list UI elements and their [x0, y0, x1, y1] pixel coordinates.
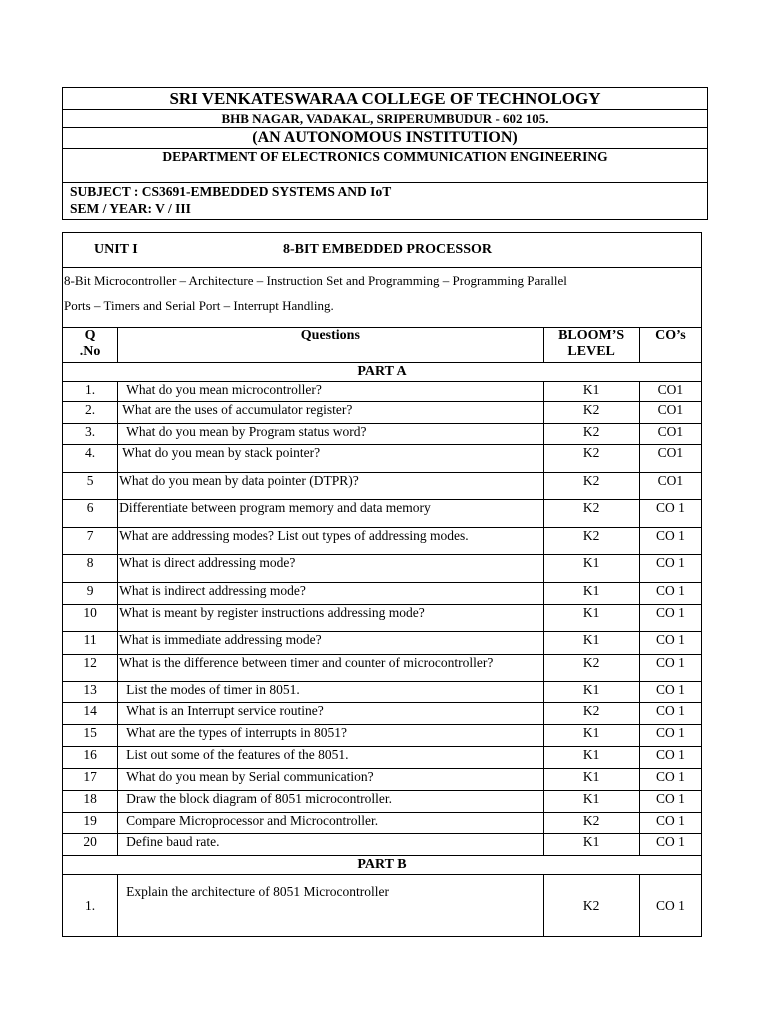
bloom-level: K2 — [543, 528, 639, 555]
course-outcome: CO1 — [639, 445, 701, 473]
bloom-level: K2 — [543, 875, 639, 937]
cos-header: CO’s — [639, 328, 701, 363]
course-outcome: CO 1 — [639, 834, 701, 856]
question-number: 4. — [63, 445, 118, 473]
bloom-level: K1 — [543, 769, 639, 791]
department-name: DEPARTMENT OF ELECTRONICS COMMUNICATION ENGINEERING — [63, 149, 707, 183]
question-row — [63, 703, 702, 725]
question-text: What do you mean microcontroller? — [118, 382, 543, 402]
part-a-questions — [63, 382, 702, 856]
question-number: 18 — [63, 791, 118, 813]
question-number: 2. — [63, 402, 118, 424]
question-number: 17 — [63, 769, 118, 791]
question-text: What is an Interrupt service routine? — [118, 703, 543, 725]
question-text: Draw the block diagram of 8051 microcontroller. — [118, 791, 543, 813]
bloom-level: K1 — [543, 725, 639, 747]
course-outcome: CO 1 — [639, 875, 701, 937]
question-text: What is meant by register instructions addressing mode? — [118, 605, 543, 632]
question-row — [63, 682, 702, 703]
unit-row — [63, 233, 702, 268]
course-outcome: CO 1 — [639, 528, 701, 555]
syllabus-line-2: Ports – Timers and Serial Port – Interrupt Handling. — [64, 298, 334, 313]
question-row — [63, 382, 702, 402]
syllabus-row — [63, 268, 702, 328]
question-text: What is direct addressing mode? — [118, 555, 543, 583]
question-text: What do you mean by Program status word? — [118, 424, 543, 445]
question-text: Define baud rate. — [118, 834, 543, 856]
bloom-level: K1 — [543, 583, 639, 605]
question-text: Compare Microprocessor and Microcontroller. — [118, 813, 543, 834]
questions-table — [62, 232, 702, 937]
bloom-level: K2 — [543, 424, 639, 445]
bloom-level: K2 — [543, 473, 639, 500]
question-row — [63, 632, 702, 655]
bloom-level: K1 — [543, 747, 639, 769]
qno-header: Q .No — [63, 328, 118, 363]
question-number: 7 — [63, 528, 118, 555]
course-outcome: CO 1 — [639, 703, 701, 725]
course-outcome: CO 1 — [639, 813, 701, 834]
bloom-level: K1 — [543, 605, 639, 632]
question-number: 8 — [63, 555, 118, 583]
part-b-row — [63, 856, 702, 875]
question-number: 5 — [63, 473, 118, 500]
questions-header: Questions — [118, 328, 543, 363]
question-number: 16 — [63, 747, 118, 769]
question-text: What is immediate addressing mode? — [118, 632, 543, 655]
course-outcome: CO 1 — [639, 747, 701, 769]
question-text: What are addressing modes? List out types of addressing modes. — [118, 528, 543, 555]
question-number: 20 — [63, 834, 118, 856]
question-row — [63, 402, 702, 424]
bloom-level-header: BLOOM’S LEVEL — [543, 328, 639, 363]
question-number: 15 — [63, 725, 118, 747]
course-outcome: CO 1 — [639, 583, 701, 605]
question-row — [63, 655, 702, 682]
part-a-label: PART A — [63, 363, 702, 382]
part-b-label: PART B — [63, 856, 702, 875]
question-row — [63, 473, 702, 500]
question-number: 1. — [63, 382, 118, 402]
bloom-level: K2 — [543, 655, 639, 682]
question-text: List out some of the features of the 8051. — [118, 747, 543, 769]
question-text: What are the uses of accumulator register? — [118, 402, 543, 424]
question-row — [63, 555, 702, 583]
course-outcome: CO 1 — [639, 655, 701, 682]
bloom-level: K1 — [543, 834, 639, 856]
question-row — [63, 528, 702, 555]
course-outcome: CO1 — [639, 424, 701, 445]
part-b-questions — [63, 875, 702, 937]
semester-year: SEM / YEAR: V / III — [70, 201, 191, 216]
question-row — [63, 791, 702, 813]
question-row — [63, 583, 702, 605]
bloom-level: K1 — [543, 791, 639, 813]
question-row — [63, 747, 702, 769]
question-row — [63, 605, 702, 632]
question-text: List the modes of timer in 8051. — [118, 682, 543, 703]
course-outcome: CO 1 — [639, 725, 701, 747]
question-row — [63, 875, 702, 937]
college-address: BHB NAGAR, VADAKAL, SRIPERUMBUDUR - 602 105. — [63, 110, 707, 128]
course-outcome: CO 1 — [639, 632, 701, 655]
bloom-level: K1 — [543, 632, 639, 655]
bloom-level: K1 — [543, 382, 639, 402]
question-number: 19 — [63, 813, 118, 834]
course-outcome: CO 1 — [639, 769, 701, 791]
course-outcome: CO1 — [639, 473, 701, 500]
question-row — [63, 725, 702, 747]
subject-title: SUBJECT : CS3691-EMBEDDED SYSTEMS AND IoT — [70, 184, 392, 199]
course-outcome: CO1 — [639, 402, 701, 424]
question-number: 9 — [63, 583, 118, 605]
question-text: What is indirect addressing mode? — [118, 583, 543, 605]
question-number: 14 — [63, 703, 118, 725]
question-text: What is the difference between timer and counter of microcontroller? — [118, 655, 543, 682]
bloom-level: K2 — [543, 402, 639, 424]
course-outcome: CO 1 — [639, 791, 701, 813]
question-number: 13 — [63, 682, 118, 703]
question-row — [63, 424, 702, 445]
bloom-level: K1 — [543, 555, 639, 583]
question-row — [63, 445, 702, 473]
question-text: Explain the architecture of 8051 Microcontroller — [118, 875, 543, 937]
question-row — [63, 500, 702, 528]
question-number: 11 — [63, 632, 118, 655]
question-text: Differentiate between program memory and data memory — [118, 500, 543, 528]
question-row — [63, 834, 702, 856]
college-name: SRI VENKATESWARAA COLLEGE OF TECHNOLOGY — [63, 88, 707, 110]
question-text: What do you mean by Serial communication? — [118, 769, 543, 791]
syllabus-line-1: 8-Bit Microcontroller – Architecture – Instruction Set and Programming – Programming Parallel — [64, 273, 567, 288]
course-outcome: CO 1 — [639, 682, 701, 703]
course-outcome: CO 1 — [639, 500, 701, 528]
question-number: 12 — [63, 655, 118, 682]
question-number: 1. — [63, 875, 118, 937]
bloom-level: K2 — [543, 813, 639, 834]
part-a-row — [63, 363, 702, 382]
college-header — [62, 87, 708, 220]
course-outcome: CO1 — [639, 382, 701, 402]
course-outcome: CO 1 — [639, 605, 701, 632]
question-row — [63, 813, 702, 834]
question-number: 10 — [63, 605, 118, 632]
question-number: 6 — [63, 500, 118, 528]
bloom-level: K2 — [543, 703, 639, 725]
question-row — [63, 769, 702, 791]
autonomous-status: (AN AUTONOMOUS INSTITUTION) — [63, 128, 707, 149]
course-outcome: CO 1 — [639, 555, 701, 583]
column-header-row — [63, 328, 702, 363]
bloom-level: K2 — [543, 500, 639, 528]
subject-info — [63, 183, 707, 219]
question-text: What do you mean by stack pointer? — [118, 445, 543, 473]
question-text: What do you mean by data pointer (DTPR)? — [118, 473, 543, 500]
unit-title: 8-BIT EMBEDDED PROCESSOR — [283, 242, 493, 257]
question-text: What are the types of interrupts in 8051? — [118, 725, 543, 747]
bloom-level: K1 — [543, 682, 639, 703]
unit-label: UNIT I — [94, 242, 138, 257]
bloom-level: K2 — [543, 445, 639, 473]
question-number: 3. — [63, 424, 118, 445]
